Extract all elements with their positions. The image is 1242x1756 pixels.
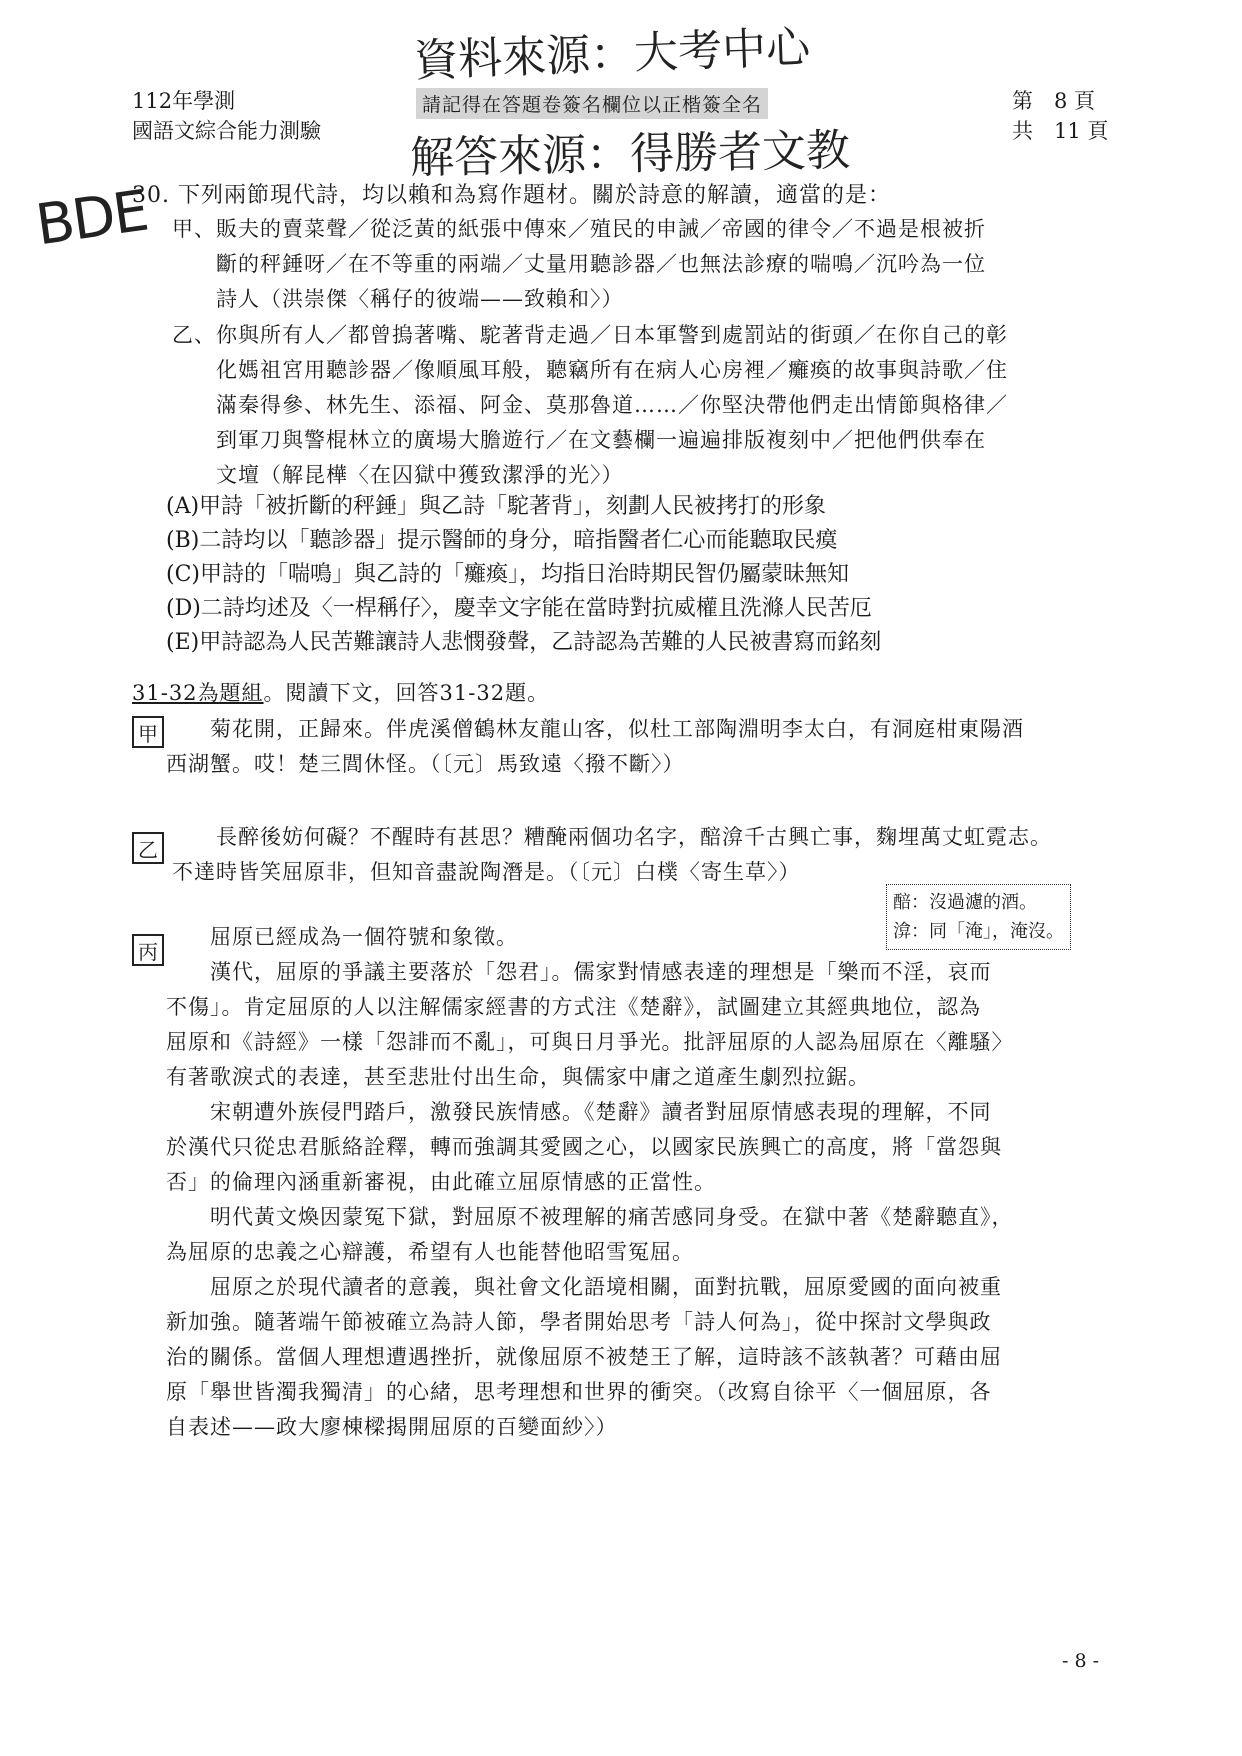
option-e: (E)甲詩認為人民苦難讓詩人悲憫發聲，乙詩認為苦難的人民被書寫而銘刻 — [166, 630, 882, 655]
passage-bing-label: 丙 — [132, 934, 164, 966]
option-d: (D)二詩均述及〈一桿稱仔〉，慶幸文字能在當時對抗威權且洗滌人民苦厄 — [166, 596, 872, 621]
poem-b-line: 化媽祖宮用聽診器／像順風耳般，聽竊所有在病人心房裡／癱瘓的故事與詩歌／住 — [216, 358, 1008, 382]
passage-yi-label: 乙 — [132, 832, 164, 864]
option-c: (C)甲詩的「喘鳴」與乙詩的「癱瘓」，均指日治時期民智仍屬蒙昧無知 — [166, 562, 850, 587]
passage-bing-line: 屈原已經成為一個符號和象徵。 — [166, 925, 518, 949]
group-intro-label: 31-32為題組 — [132, 681, 264, 705]
poem-a-line: 詩人（洪崇傑〈稱仔的彼端——致賴和〉） — [216, 287, 624, 311]
passage-bing — [166, 920, 1014, 1445]
option-b: (B)二詩均以「聽診器」提示醫師的身分，暗指醫者仁心而能聽取民瘼 — [166, 528, 838, 553]
passage-bing-line: 新加強。隨著端午節被確立為詩人節，學者開始思考「詩人何為」，從中探討文學與政 — [166, 1310, 992, 1334]
question-30-stem: 30. 下列兩節現代詩，均以賴和為寫作題材。關於詩意的解讀，適當的是： — [132, 183, 891, 208]
passage-bing-line: 原「舉世皆濁我獨清」的心緒，思考理想和世界的衝突。（改寫自徐平〈一個屈原，各 — [166, 1380, 992, 1404]
passage-yi-line: 長醉後妨何礙？不醒時有甚思？糟醃兩個功名字，醅渰千古興亡事，麴埋萬丈虹霓志。 — [172, 825, 1052, 849]
exam-year: 112年學測 — [132, 89, 236, 113]
page-number: - 8 - — [1062, 1650, 1100, 1672]
passage-jia-line: 菊花開，正歸來。伴虎溪僧鶴林友龍山客，似杜工部陶淵明李太白，有洞庭柑東陽酒 — [166, 717, 1024, 741]
passage-yi-line: 不達時皆笑屈原非，但知音盡說陶潛是。（〔元〕白樸〈寄生草〉） — [172, 860, 801, 884]
poem-a-line: 斷的秤錘呀／在不等重的兩端／丈量用聽診器／也無法診療的喘鳴／沉吟為一位 — [216, 252, 986, 276]
gloss-line: 渰：同「淹」，淹沒。 — [893, 921, 1064, 942]
passage-bing-line: 否」的倫理內涵重新審視，由此確立屈原情感的正當性。 — [166, 1170, 716, 1194]
handwritten-answer-mark: BDE — [32, 178, 151, 259]
page-label: 第 8 頁 — [1012, 89, 1096, 113]
handwritten-source-note: 資料來源：大考中心 — [413, 22, 811, 87]
passage-bing-line: 屈原和《詩經》一樣「怨誹而不亂」，可與日月爭光。批評屈原的人認為屈原在〈離騷〉 — [166, 1030, 1014, 1054]
passage-bing-line: 治的關係。當個人理想遭遇挫折，就像屈原不被楚王了解，這時該不該執著？可藉由屈 — [166, 1345, 1002, 1369]
passage-bing-line: 為屈原的忠義之心辯護，希望有人也能替他昭雪冤屈。 — [166, 1240, 694, 1264]
handwritten-answer-source: 解答來源：得勝者文教 — [409, 125, 851, 184]
passage-bing-line: 宋朝遭外族侵門踏戶，激發民族情感。《楚辭》讀者對屈原情感表現的理解，不同 — [166, 1100, 992, 1124]
poem-b-line: 乙、你與所有人／都曾摀著嘴、駝著背走過／日本軍警到處罰站的街頭／在你自己的彰 — [172, 323, 1008, 347]
poem-b-line: 到軍刀與警棍林立的廣場大膽遊行／在文藝欄一遍遍排版複刻中／把他們供奉在 — [216, 428, 986, 452]
passage-bing-line: 屈原之於現代讀者的意義，與社會文化語境相關，面對抗戰，屈原愛國的面向被重 — [166, 1275, 1002, 1299]
poem-b-line: 文壇（解昆樺〈在囚獄中獲致潔淨的光〉） — [216, 463, 624, 487]
option-a: (A)甲詩「被折斷的秤錘」與乙詩「駝著背」，刻劃人民被拷打的形象 — [166, 494, 827, 519]
group-intro-text: 。閱讀下文，回答31-32題。 — [263, 681, 550, 705]
passage-jia-line: 西湖蟹。哎！楚三閭休怪。（〔元〕馬致遠〈撥不斷〉） — [166, 752, 685, 776]
passage-yi — [172, 820, 1052, 890]
passage-jia — [166, 712, 1024, 782]
passage-bing-line: 漢代，屈原的爭議主要落於「怨君」。儒家對情感表達的理想是「樂而不淫，哀而 — [166, 960, 992, 984]
signature-notice: 請記得在答題卷簽名欄位以正楷簽全名 — [416, 88, 768, 119]
passage-bing-line: 有著歌淚式的表達，甚至悲壯付出生命，與儒家中庸之道產生劇烈拉鋸。 — [166, 1065, 870, 1089]
passage-bing-line: 於漢代只從忠君脈絡詮釋，轉而強調其愛國之心，以國家民族興亡的高度，將「當怨與 — [166, 1135, 1002, 1159]
gloss-line: 醅：沒過濾的酒。 — [893, 892, 1037, 913]
passage-bing-line: 自表述——政大廖棟樑揭開屈原的百變面紗〉） — [166, 1415, 618, 1439]
passage-jia-label: 甲 — [132, 716, 164, 748]
question-30-options — [166, 490, 881, 660]
passage-bing-line: 不傷」。肯定屈原的人以注解儒家經書的方式注《楚辭》，試圖建立其經典地位，認為 — [166, 995, 981, 1019]
total-pages-label: 共 11 頁 — [1012, 119, 1109, 143]
group-intro — [132, 676, 549, 711]
poem-b — [172, 318, 1008, 493]
poem-b-line: 滿秦得參、林先生、添福、阿金、莫那魯道……／你堅決帶他們走出情節與格律／ — [216, 393, 1008, 417]
passage-bing-line: 明代黃文煥因蒙冤下獄，對屈原不被理解的痛苦感同身受。在獄中著《楚辭聽直》， — [166, 1205, 1014, 1229]
exam-subject: 國語文綜合能力測驗 — [132, 119, 321, 143]
poem-a-line: 甲、販夫的賣菜聲／從泛黃的紙張中傳來／殖民的申誡／帝國的律令／不過是根被折 — [172, 217, 986, 241]
poem-a — [172, 212, 986, 317]
